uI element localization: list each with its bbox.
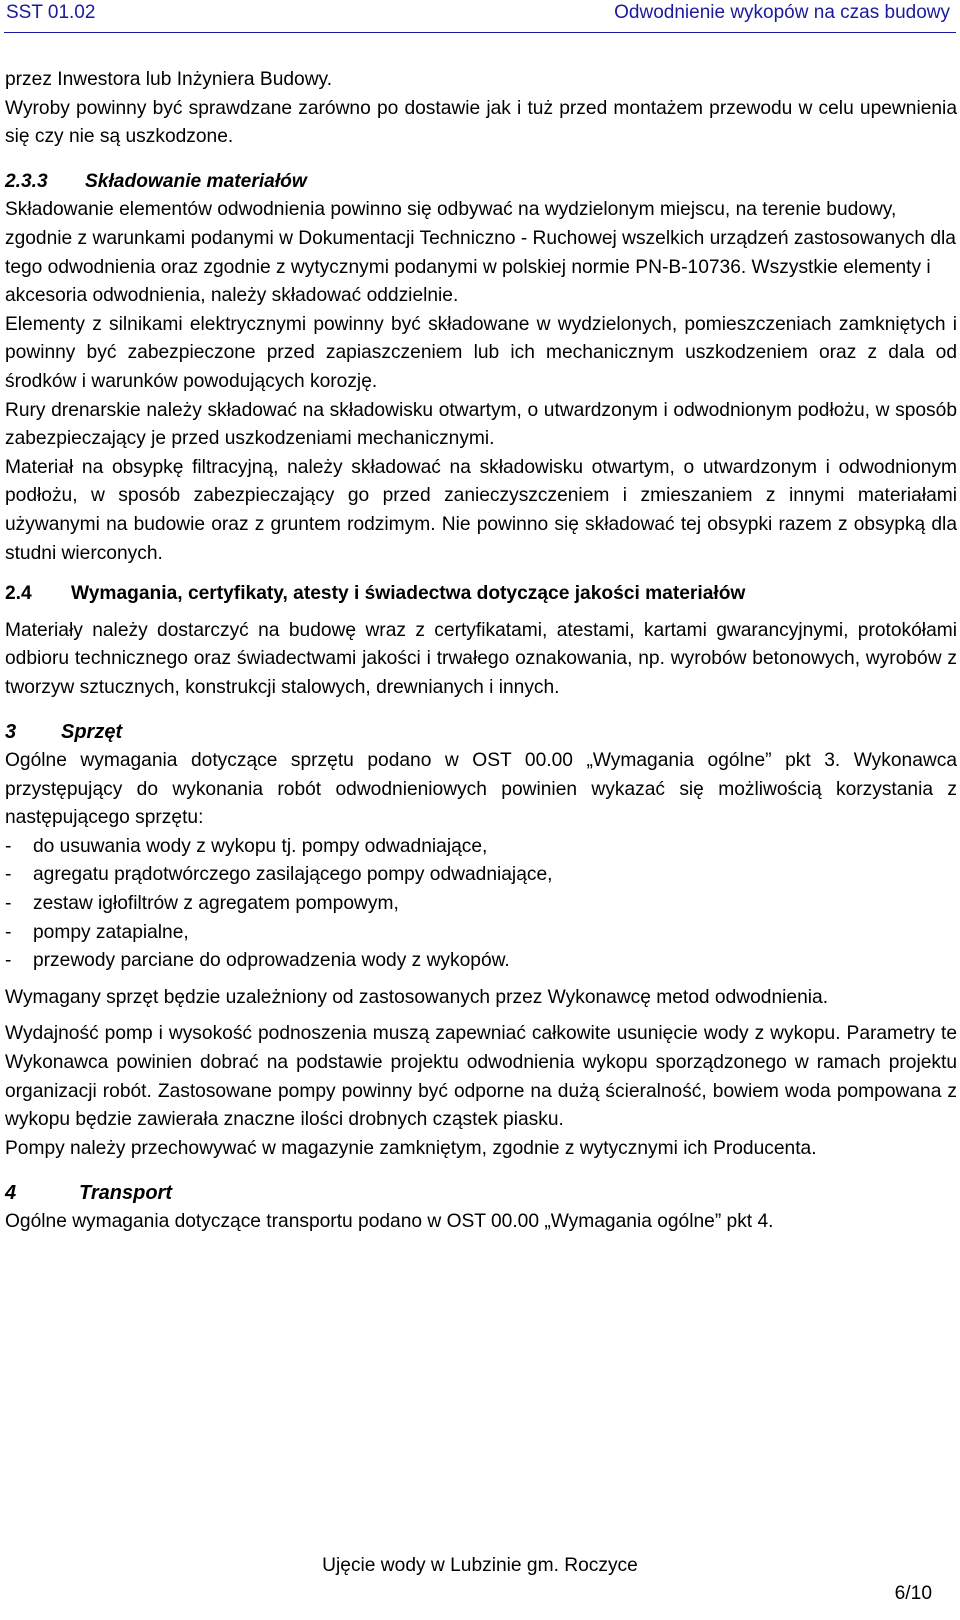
page-header [0, 0, 960, 32]
list-item-text: agregatu prądotwórczego zasilającego pompy odwadniające, [33, 864, 553, 886]
list-dash: - [5, 893, 12, 915]
list-item-text: zestaw igłofiltrów z agregatem pompowym, [33, 893, 399, 915]
paragraph: Rury drenarskie należy składować na składowisku otwartym, o utwardzonym i odwodnionym podłożu, w sposób zabezpieczający je przed uszkodzeniami mechanicznymi. [5, 399, 957, 450]
page-number: 6/10 [894, 1583, 932, 1604]
section-title: Transport [79, 1182, 172, 1205]
section-heading-2-3-3 [5, 168, 957, 197]
paragraph: Wyroby powinny być sprawdzane zarówno po dostawie jak i tuż przed montażem przewodu w celu upewnienia się czy nie są uszkodzone. [5, 97, 957, 148]
list-item-text: przewody parciane do odprowadzenia wody z wykopów. [33, 950, 510, 972]
paragraph: Ogólne wymagania dotyczące transportu podano w OST 00.00 „Wymagania ogólne” pkt 4. [5, 1210, 774, 1232]
section-title: Składowanie materiałów [85, 170, 307, 192]
section-heading-3 [5, 718, 957, 747]
section-title: Wymagania, certyfikaty, atesty i świadectwa dotyczące jakości materiałów [71, 583, 746, 605]
list-item [5, 861, 957, 890]
list-item [5, 947, 957, 976]
list-item [5, 833, 957, 862]
list-item-text: do usuwania wody z wykopu tj. pompy odwadniające, [33, 835, 488, 857]
list-item [5, 919, 957, 948]
section-number: 3 [5, 721, 17, 744]
header-doc-title: Odwodnienie wykopów na czas budowy [614, 2, 950, 23]
paragraph: Wydajność pomp i wysokość podnoszenia muszą zapewniać całkowite usunięcie wody z wykopu. Parametry te Wykonawca powinien dobrać na podstawie projektu odwodnienia wykopu sporządzonego w ramach projektu organizacji robót. Zastosowane pompy powinny być odporne na dużą ścieralność, bowiem woda pompowana z wykopu będzie zawierała znaczne ilości drobnych cząstek piasku. [5, 1023, 957, 1131]
section-number: 2.3.3 [5, 170, 48, 192]
section-number: 2.4 [5, 583, 32, 605]
page-footer-title: Ujęcie wody w Lubzinie gm. Roczyce [322, 1555, 638, 1576]
equipment-list [5, 833, 957, 976]
list-dash: - [5, 864, 12, 886]
list-dash: - [5, 921, 12, 943]
section-number: 4 [5, 1182, 17, 1205]
paragraph: Wymagany sprzęt będzie uzależniony od zastosowanych przez Wykonawcę metod odwodnienia. [5, 986, 829, 1008]
paragraph: przez Inwestora lub Inżyniera Budowy. [5, 69, 333, 90]
list-dash: - [5, 835, 12, 857]
section-title: Sprzęt [61, 721, 123, 744]
header-doc-code: SST 01.02 [6, 2, 96, 23]
paragraph: Składowanie elementów odwodnienia powinno się odbywać na wydzielonym miejscu, na terenie budowy, zgodnie z warunkami podanymi w Dokumentacji Techniczno - Ruchowej wszelkich urządzeń zastosowanych dla tego odwodnienia oraz zgodnie z wytycznymi podanymi w polskiej normie PN-B-10736. Wszystkie elementy i akcesoria odwodnienia, należy składować oddzielnie. [5, 199, 956, 307]
list-item [5, 890, 957, 919]
paragraph: Pompy należy przechowywać w magazynie zamkniętym, zgodnie z wytycznymi ich Producenta. [5, 1137, 817, 1159]
list-item-text: pompy zatapialne, [33, 921, 189, 943]
paragraph: Materiał na obsypkę filtracyjną, należy składować na składowisku otwartym, o utwardzonym i odwodnionym podłożu, w sposób zabezpieczający go przed zanieczyszczeniem i zmieszaniem z innymi materiałami używanymi na budowie oraz z gruntem rodzimym. Nie powinno się składować tej obsypki razem z obsypką dla studni wierconych. [5, 456, 957, 564]
paragraph: Materiały należy dostarczyć na budowę wraz z certyfikatami, atestami, kartami gwarancyjnymi, protokółami odbioru technicznego oraz świadectwami jakości i trwałego oznakowania, np. wyrobów betonowych, wyrobów z tworzyw sztucznych, konstrukcji stalowych, drewnianych i innych. [5, 619, 957, 698]
section-heading-2-4 [5, 580, 957, 609]
paragraph: Elementy z silnikami elektrycznymi powinny być składowane w wydzielonych, pomieszczeniach zamkniętych i powinny być zabezpieczone przed zapiaszczeniem lub ich mechanicznym uszkodzeniem oraz z dala od środków i warunków powodujących korozję. [5, 313, 957, 392]
document-body [5, 66, 957, 1237]
paragraph: Ogólne wymagania dotyczące sprzętu podano w OST 00.00 „Wymagania ogólne” pkt 3. Wykonawca przystępujący do wykonania robót odwodnieniowych powinien wykazać się możliwością korzystania z następującego sprzętu: [5, 750, 957, 829]
section-heading-4 [5, 1179, 957, 1208]
header-rule [4, 32, 956, 33]
list-dash: - [5, 950, 12, 972]
